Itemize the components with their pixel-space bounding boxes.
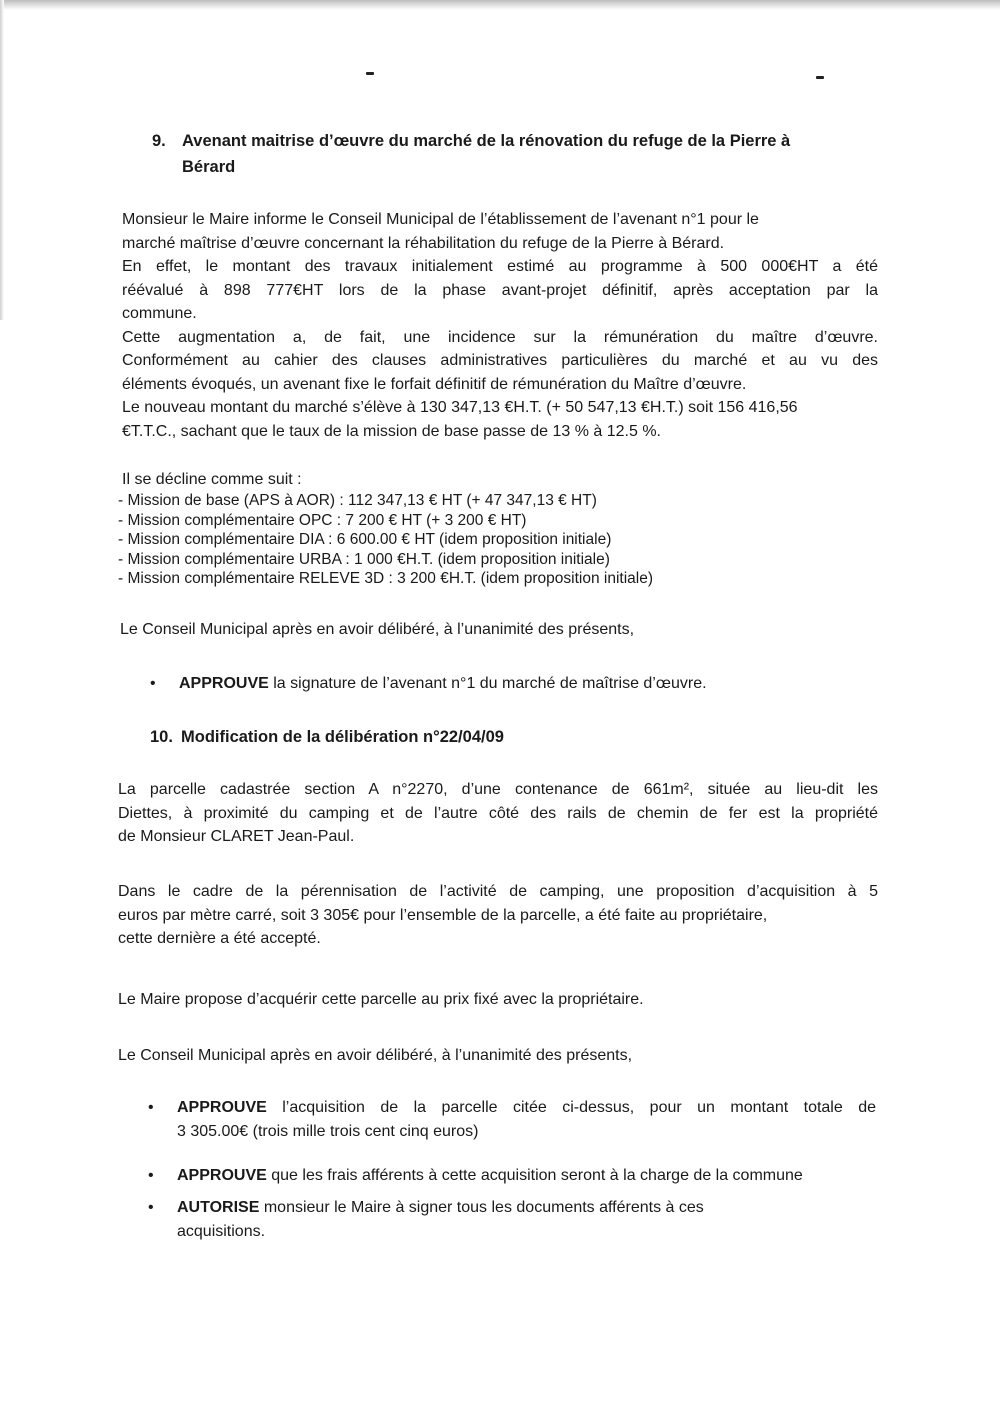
section-10-heading: [150, 724, 850, 750]
list-intro-text: Il se décline comme suit :: [122, 471, 302, 488]
text-line: Diettes, à proximité du camping et de l’autre côté des rails de chemin de fer est la propriété: [118, 804, 878, 822]
text-line: €T.T.C., sachant que le taux de la mission de base passe de 13 % à 12.5 %.: [122, 422, 661, 440]
list-item: - Mission complémentaire RELEVE 3D : 3 200 €H.T. (idem proposition initiale): [118, 570, 653, 587]
text-line: commune.: [122, 305, 197, 322]
section-10-decision-1: [148, 1096, 876, 1144]
text-line: euros par mètre carré, soit 3 305€ pour l’ensemble de la parcelle, a été faite au propriétaire,: [118, 906, 768, 924]
list-item: - Mission complémentaire DIA : 6 600.00 € HT (idem proposition initiale): [118, 531, 612, 548]
bullet-icon: •: [148, 1099, 154, 1116]
text-line: Monsieur le Maire informe le Conseil Municipal de l’établissement de l’avenant n°1 pour le: [122, 211, 759, 228]
section-9-paragraph: [122, 208, 878, 443]
text-line: Dans le cadre de la pérennisation de l’activité de camping, une proposition d’acquisition à 5: [118, 883, 878, 900]
bullet-icon: •: [148, 1199, 154, 1216]
section-9-decision: [150, 672, 850, 696]
text-line: La parcelle cadastrée section A n°2270, d’une contenance de 661m², située au lieu-dit les: [118, 781, 878, 798]
decision-text: l’acquisition de la parcelle citée ci-dessus, pour un montant totale de: [266, 1099, 876, 1116]
decision-text: que les frais afférents à cette acquisition seront à la charge de la commune: [266, 1167, 803, 1184]
section-9-number: 9.: [152, 132, 166, 150]
section-9-deliberation: [120, 618, 840, 642]
deliberation-text: Le Conseil Municipal après en avoir délibéré, à l’unanimité des présents,: [118, 1047, 633, 1064]
decision-keyword: APPROUVE: [179, 675, 269, 692]
decision-text: la signature de l’avenant n°1 du marché de maîtrise d’œuvre.: [268, 675, 707, 692]
scan-edge-left: [0, 0, 4, 320]
text-line: Conformément au cahier des clauses administratives particulières du marché et au vu des: [122, 352, 878, 369]
bullet-icon: •: [148, 1167, 154, 1184]
section-10-deliberation: [118, 1044, 818, 1068]
list-item: - Mission complémentaire OPC : 7 200 € HT (+ 3 200 € HT): [118, 511, 527, 529]
bullet-icon: •: [150, 675, 156, 692]
list-item: - Mission complémentaire URBA : 1 000 €H.T. (idem proposition initiale): [118, 550, 610, 568]
text-line: cette dernière a été accepté.: [118, 930, 321, 947]
text-line: réévalué à 898 777€HT lors de la phase avant-projet définitif, après acceptation par la: [122, 281, 878, 299]
list-intro: [122, 468, 722, 492]
section-10-title: Modification de la délibération n°22/04/09: [181, 728, 504, 746]
section-10-decision-2: [148, 1164, 888, 1188]
decision-keyword: APPROUVE: [177, 1099, 267, 1116]
decision-text: monsieur le Maire à signer tous les documents afférents à ces: [259, 1199, 704, 1216]
decision-text-line2: acquisitions.: [177, 1223, 266, 1240]
section-10-paragraph-3: [118, 988, 818, 1012]
mission-list: [118, 491, 818, 589]
scan-edge-top: [0, 0, 1000, 10]
section-10-decision-3: [148, 1196, 848, 1244]
text-line: éléments évoqués, un avenant fixe le forfait définitif de rémunération du Maître d’œuvre.: [122, 375, 747, 393]
text-line: En effet, le montant des travaux initialement estimé au programme à 500 000€HT a été: [122, 258, 878, 275]
decision-keyword: APPROUVE: [177, 1167, 267, 1184]
section-9-title-line1: Avenant maitrise d’œuvre du marché de la rénovation du refuge de la Pierre à: [182, 132, 791, 150]
scan-speck: [816, 76, 824, 79]
section-10-paragraph-1: [118, 778, 878, 849]
text-line: Le nouveau montant du marché s’élève à 130 347,13 €H.T. (+ 50 547,13 €H.T.) soit 156 416,56: [122, 399, 798, 416]
scan-speck: [366, 72, 374, 75]
text-line: de Monsieur CLARET Jean-Paul.: [118, 828, 355, 845]
section-9-title-line2: Bérard: [182, 158, 236, 176]
text-line: marché maîtrise d’œuvre concernant la réhabilitation du refuge de la Pierre à Bérard.: [122, 234, 725, 252]
list-item: - Mission de base (APS à AOR) : 112 347,13 € HT (+ 47 347,13 € HT): [118, 492, 597, 509]
deliberation-text: Le Conseil Municipal après en avoir délibéré, à l’unanimité des présents,: [120, 621, 635, 638]
section-10-number: 10.: [150, 728, 173, 746]
decision-text-line2: 3 305.00€ (trois mille trois cent cinq euros): [177, 1123, 479, 1140]
text-line: Cette augmentation a, de fait, une incidence sur la rémunération du maître d’œuvre.: [122, 328, 878, 346]
decision-keyword: AUTORISE: [177, 1199, 260, 1216]
section-9-heading: [152, 128, 852, 180]
text-line: Le Maire propose d’acquérir cette parcelle au prix fixé avec la propriétaire.: [118, 991, 644, 1008]
section-10-paragraph-2: [118, 880, 878, 951]
